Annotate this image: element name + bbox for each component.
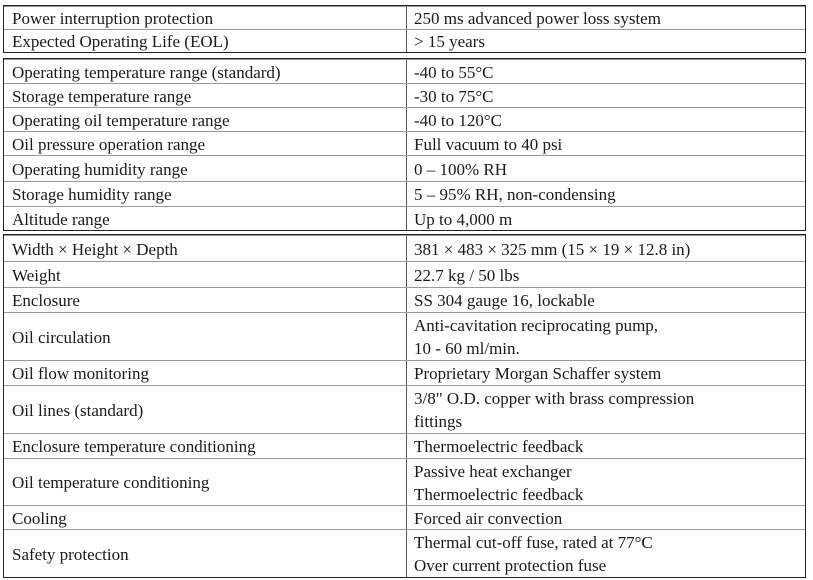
spec-value <box>414 236 690 262</box>
spec-row <box>4 29 805 53</box>
spec-value-line: Up to 4,000 m <box>414 209 513 229</box>
spec-value <box>414 207 512 231</box>
spec-row <box>4 505 805 530</box>
spec-value <box>414 132 562 156</box>
spec-label: Oil circulation <box>12 327 111 347</box>
spec-row <box>4 155 805 182</box>
spec-value <box>414 7 661 30</box>
spec-value <box>414 60 494 84</box>
spec-section <box>3 5 806 53</box>
spec-row <box>4 107 805 132</box>
spec-row <box>4 206 805 231</box>
spec-value-line: 3/8" O.D. copper with brass compression <box>414 389 695 408</box>
spec-value-line: Thermoelectric feedback <box>414 484 584 504</box>
spec-value-line: > 15 years <box>414 32 485 51</box>
spec-label: Oil temperature conditioning <box>12 473 210 492</box>
spec-value-line: Thermoelectric feedback <box>414 437 584 456</box>
spec-value <box>414 361 661 386</box>
spec-row <box>4 433 805 459</box>
spec-value-line: Proprietary Morgan Schaffer system <box>414 364 662 383</box>
spec-row <box>4 287 805 313</box>
spec-value <box>414 30 485 53</box>
spec-label: Storage humidity range <box>12 185 172 204</box>
spec-row <box>4 6 805 30</box>
spec-label: Oil flow monitoring <box>12 364 149 383</box>
spec-row <box>4 181 805 207</box>
spec-value-line: 0 – 100% RH <box>414 159 508 179</box>
spec-row <box>4 312 805 361</box>
spec-label: Width × Height × Depth <box>12 239 178 259</box>
spec-value-line: Forced air convection <box>414 508 563 528</box>
spec-value-line: Passive heat exchanger <box>414 461 572 481</box>
spec-label: Power interruption protection <box>12 9 214 28</box>
spec-value-line: Anti-cavitation reciprocating pump, <box>414 316 659 335</box>
spec-label: Operating temperature range (standard) <box>12 62 281 82</box>
spec-value <box>414 386 694 434</box>
spec-row <box>4 83 805 108</box>
spec-value-line: 381 × 483 × 325 mm (15 × 19 × 12.8 in) <box>414 239 691 259</box>
spec-value-line: -30 to 75°C <box>414 86 494 106</box>
spec-value <box>414 182 616 207</box>
spec-value-line: 250 ms advanced power loss system <box>414 9 661 28</box>
spec-value <box>414 530 653 578</box>
spec-label: Oil pressure operation range <box>12 134 206 154</box>
spec-value-line: -40 to 120°C <box>414 110 503 130</box>
spec-value-line: SS 304 gauge 16, lockable <box>414 291 595 310</box>
spec-section <box>3 234 806 578</box>
spec-label: Operating humidity range <box>12 159 188 179</box>
spec-value <box>414 84 494 108</box>
spec-value <box>414 288 595 313</box>
spec-value-line: Full vacuum to 40 psi <box>414 134 563 154</box>
spec-value <box>414 313 658 361</box>
spec-label: Enclosure temperature conditioning <box>12 437 256 456</box>
spec-row <box>4 385 805 434</box>
spec-label: Enclosure <box>12 291 80 310</box>
spec-label: Safety protection <box>12 544 129 564</box>
spec-row <box>4 529 805 578</box>
spec-label: Storage temperature range <box>12 86 192 106</box>
spec-value-line: fittings <box>414 412 463 431</box>
spec-value <box>414 262 519 288</box>
spec-label: Weight <box>12 265 61 285</box>
spec-value-line: 22.7 kg / 50 lbs <box>414 265 520 285</box>
spec-label: Operating oil temperature range <box>12 110 230 130</box>
spec-value <box>414 459 583 506</box>
spec-row <box>4 458 805 506</box>
spec-value-line: Thermal cut-off fuse, rated at 77°C <box>414 533 653 552</box>
spec-section <box>3 58 806 231</box>
spec-row <box>4 261 805 288</box>
spec-value <box>414 434 583 459</box>
spec-row <box>4 131 805 156</box>
spec-row <box>4 59 805 84</box>
spec-value-line: -40 to 55°C <box>414 62 494 82</box>
spec-value-line: 10 - 60 ml/min. <box>414 339 520 358</box>
spec-label: Oil lines (standard) <box>12 400 144 420</box>
spec-value <box>414 108 502 132</box>
spec-label: Altitude range <box>12 209 110 229</box>
spec-value <box>414 506 562 530</box>
spec-label: Cooling <box>12 508 67 528</box>
spec-label: Expected Operating Life (EOL) <box>12 32 229 51</box>
spec-value-line: 5 – 95% RH, non-condensing <box>414 185 616 204</box>
spec-row <box>4 235 805 262</box>
spec-value <box>414 156 507 182</box>
spec-row <box>4 360 805 386</box>
spec-value-line: Over current protection fuse <box>414 556 607 575</box>
